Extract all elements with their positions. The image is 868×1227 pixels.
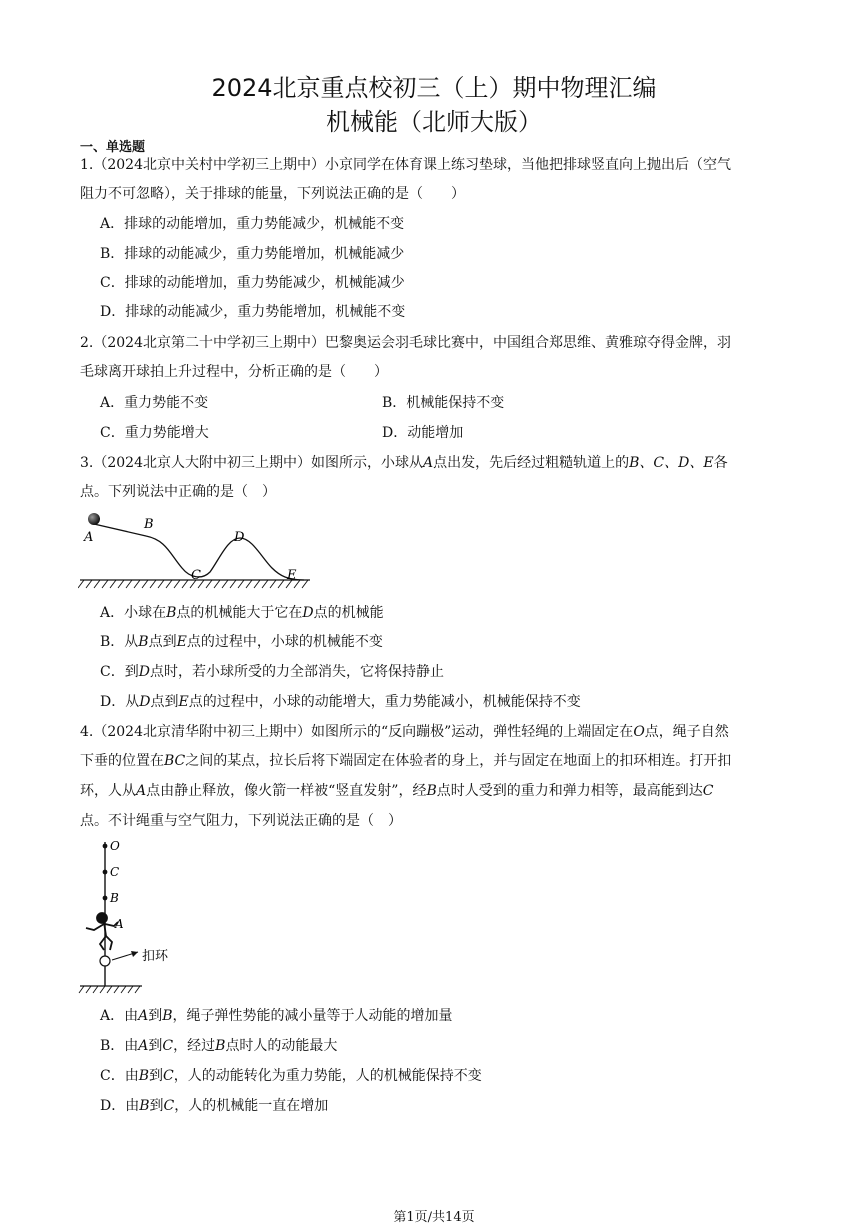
q2-option-c: C．重力势能增大 [100,425,209,441]
q1-option-c: C．排球的动能增加，重力势能减少，机械能减少 [100,275,405,291]
q2-stem-line1: 2.（2024北京第二十中学初三上期中）巴黎奥运会羽毛球比赛中，中国组合郑思维、黄雅琼夺得金牌，羽 [80,335,731,351]
q3-option-d: D．从D点到E点的过程中，小球的动能增大，重力势能减小，机械能保持不变 [100,694,581,710]
q3-track-figure [78,508,318,592]
label-b: B [144,517,154,532]
q4-stem-line3: 环，人从A点由静止释放，像火箭一样被“竖直发射”，经B点时人受到的重力和弹力相等，最高能到达C [80,783,714,799]
label-b: B [110,891,119,905]
q1-option-d: D．排球的动能减少，重力势能增加，机械能不变 [100,304,406,320]
q4-option-c: C．由B到C，人的动能转化为重力势能，人的机械能保持不变 [100,1068,482,1084]
q4-option-b: B．由A到C，经过B点时人的动能最大 [100,1038,338,1054]
q1-stem-line1: 1.（2024北京中关村中学初三上期中）小京同学在体育课上练习垫球，当他把排球竖直向上抛出后（空气 [80,157,731,173]
section-heading: 一、单选题 [80,140,146,155]
q4-stem-line2: 下垂的位置在BC之间的某点，拉长后将下端固定在体验者的身上，并与固定在地面上的扣环相连。打开扣 [80,753,732,769]
q3-stem-line2: 点。下列说法中正确的是（ ） [80,484,276,500]
q1-option-b: B．排球的动能减少，重力势能增加，机械能减少 [100,246,405,262]
q1-stem-line2: 阻力不可忽略），关于排球的能量，下列说法正确的是（ ） [80,186,465,202]
page-subtitle: 机械能（北师大版） [326,108,542,136]
page-title: 2024北京重点校初三（上）期中物理汇编 [211,74,657,102]
label-a: A [84,530,94,545]
label-e: E [287,568,297,583]
person-icon [86,913,118,950]
q4-stem-line4: 点。不计绳重与空气阻力，下列说法正确的是（ ） [80,813,402,829]
page-footer: 第1页/共14页 [393,1210,475,1225]
q4-option-a: A．由A到B，绳子弹性势能的减小量等于人动能的增加量 [100,1008,453,1024]
q3-stem-line1: 3.（2024北京人大附中初三上期中）如图所示，小球从A点出发，先后经过粗糙轨道上的B、C、D、E各 [80,455,728,471]
q2-option-b: B．机械能保持不变 [382,395,505,411]
ball-icon [88,513,100,525]
label-c: C [191,568,201,583]
q2-stem-line2: 毛球离开球拍上升过程中，分析正确的是（ ） [80,364,388,380]
label-d: D [234,530,245,545]
label-c: C [110,865,120,879]
label-o: O [110,839,120,853]
ground-hatching [79,986,140,993]
q1-option-a: A．排球的动能增加，重力势能减少，机械能不变 [100,216,405,232]
q3-option-a: A．小球在B点的机械能大于它在D点的机械能 [100,605,384,621]
q4-bungee-figure [76,836,196,998]
label-buckle: 扣环 [142,949,169,964]
q2-option-a: A．重力势能不变 [100,395,209,411]
q2-option-d: D．动能增加 [382,425,464,441]
label-a: A [115,917,124,931]
buckle-ring [100,956,110,966]
q4-option-d: D．由B到C，人的机械能一直在增加 [100,1098,329,1114]
q4-stem-line1: 4.（2024北京清华附中初三上期中）如图所示的“反向蹦极”运动，弹性轻绳的上端固定在O点，绳子自然 [80,724,729,740]
q3-option-c: C．到D点时，若小球所受的力全部消失，它将保持静止 [100,664,444,680]
q3-option-b: B．从B点到E点的过程中，小球的机械能不变 [100,634,383,650]
